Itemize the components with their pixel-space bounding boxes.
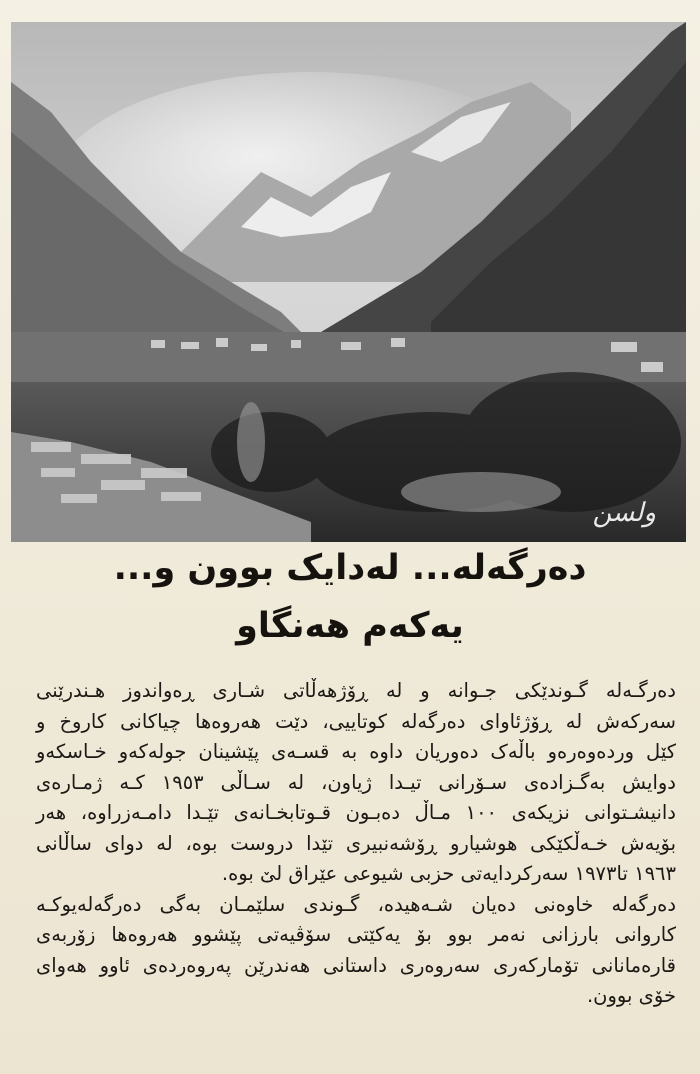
article-line: سەرکەش لە ڕۆژئاوای دەرگەلە کوتاییی، دێت هەروەها چیاکانی کاروخ و	[36, 709, 676, 733]
headline-line-1: دەرگەلە... لەدایک بوون و...	[113, 548, 587, 588]
article-body	[36, 676, 676, 1012]
article-line: ١٩٦٣ تا١٩٧٣ سەرکردایەتی حزبی شیوعی عێراق لێ بوە.	[221, 862, 676, 885]
village-photograph	[11, 22, 686, 542]
headline-line-2: یەکەم هەنگاو	[236, 606, 464, 646]
article-line: بۆیەش خـەڵکێکی هوشیارو ڕۆشەنبیری تێدا دروست بوە، لە دوای ساڵانی	[36, 831, 676, 855]
article-line: خۆی بوون.	[586, 984, 676, 1007]
article-line: دانیشـتوانی نزیکەی ١٠٠ مـاڵ دەبـون قـوتابخـانەی تێـدا دامـەزراوە، هەر	[36, 801, 676, 824]
photo-signature: ولسن	[592, 498, 656, 528]
mountain-valley-image	[11, 22, 686, 542]
article-line: کێل وردەوەرەو باڵەک دەوریان داوە بە قسـەی پێشینان جولەکەو خـاسکەو	[36, 740, 676, 763]
article-line: دەرگـەلە گـوندێکی جـوانە و لە ڕۆژهەڵاتی شـاری ڕەواندوز هـندرێنی	[36, 679, 676, 702]
article-line: کاروانی بارزانی نەمر بوو بۆ یەکێتی سۆڤیەتی پێشوو هەروەها زۆربەی	[36, 923, 676, 946]
article-line: دەرگەلە خاوەنی دەیان شـەهیدە، گـوندی سلێمـان بەگی دەرگەلەیوکـە	[36, 892, 676, 916]
article-line: قارەمانانی تۆمارکەری سەروەری داستانی هەندرێن پەروەردەی ئاوو هەوای	[36, 953, 676, 977]
article-line: دوایش بەگـزادەی سـۆرانی تیـدا ژیاون، لە سـاڵی ١٩٥٣ کـە ژمـارەی	[36, 770, 676, 794]
